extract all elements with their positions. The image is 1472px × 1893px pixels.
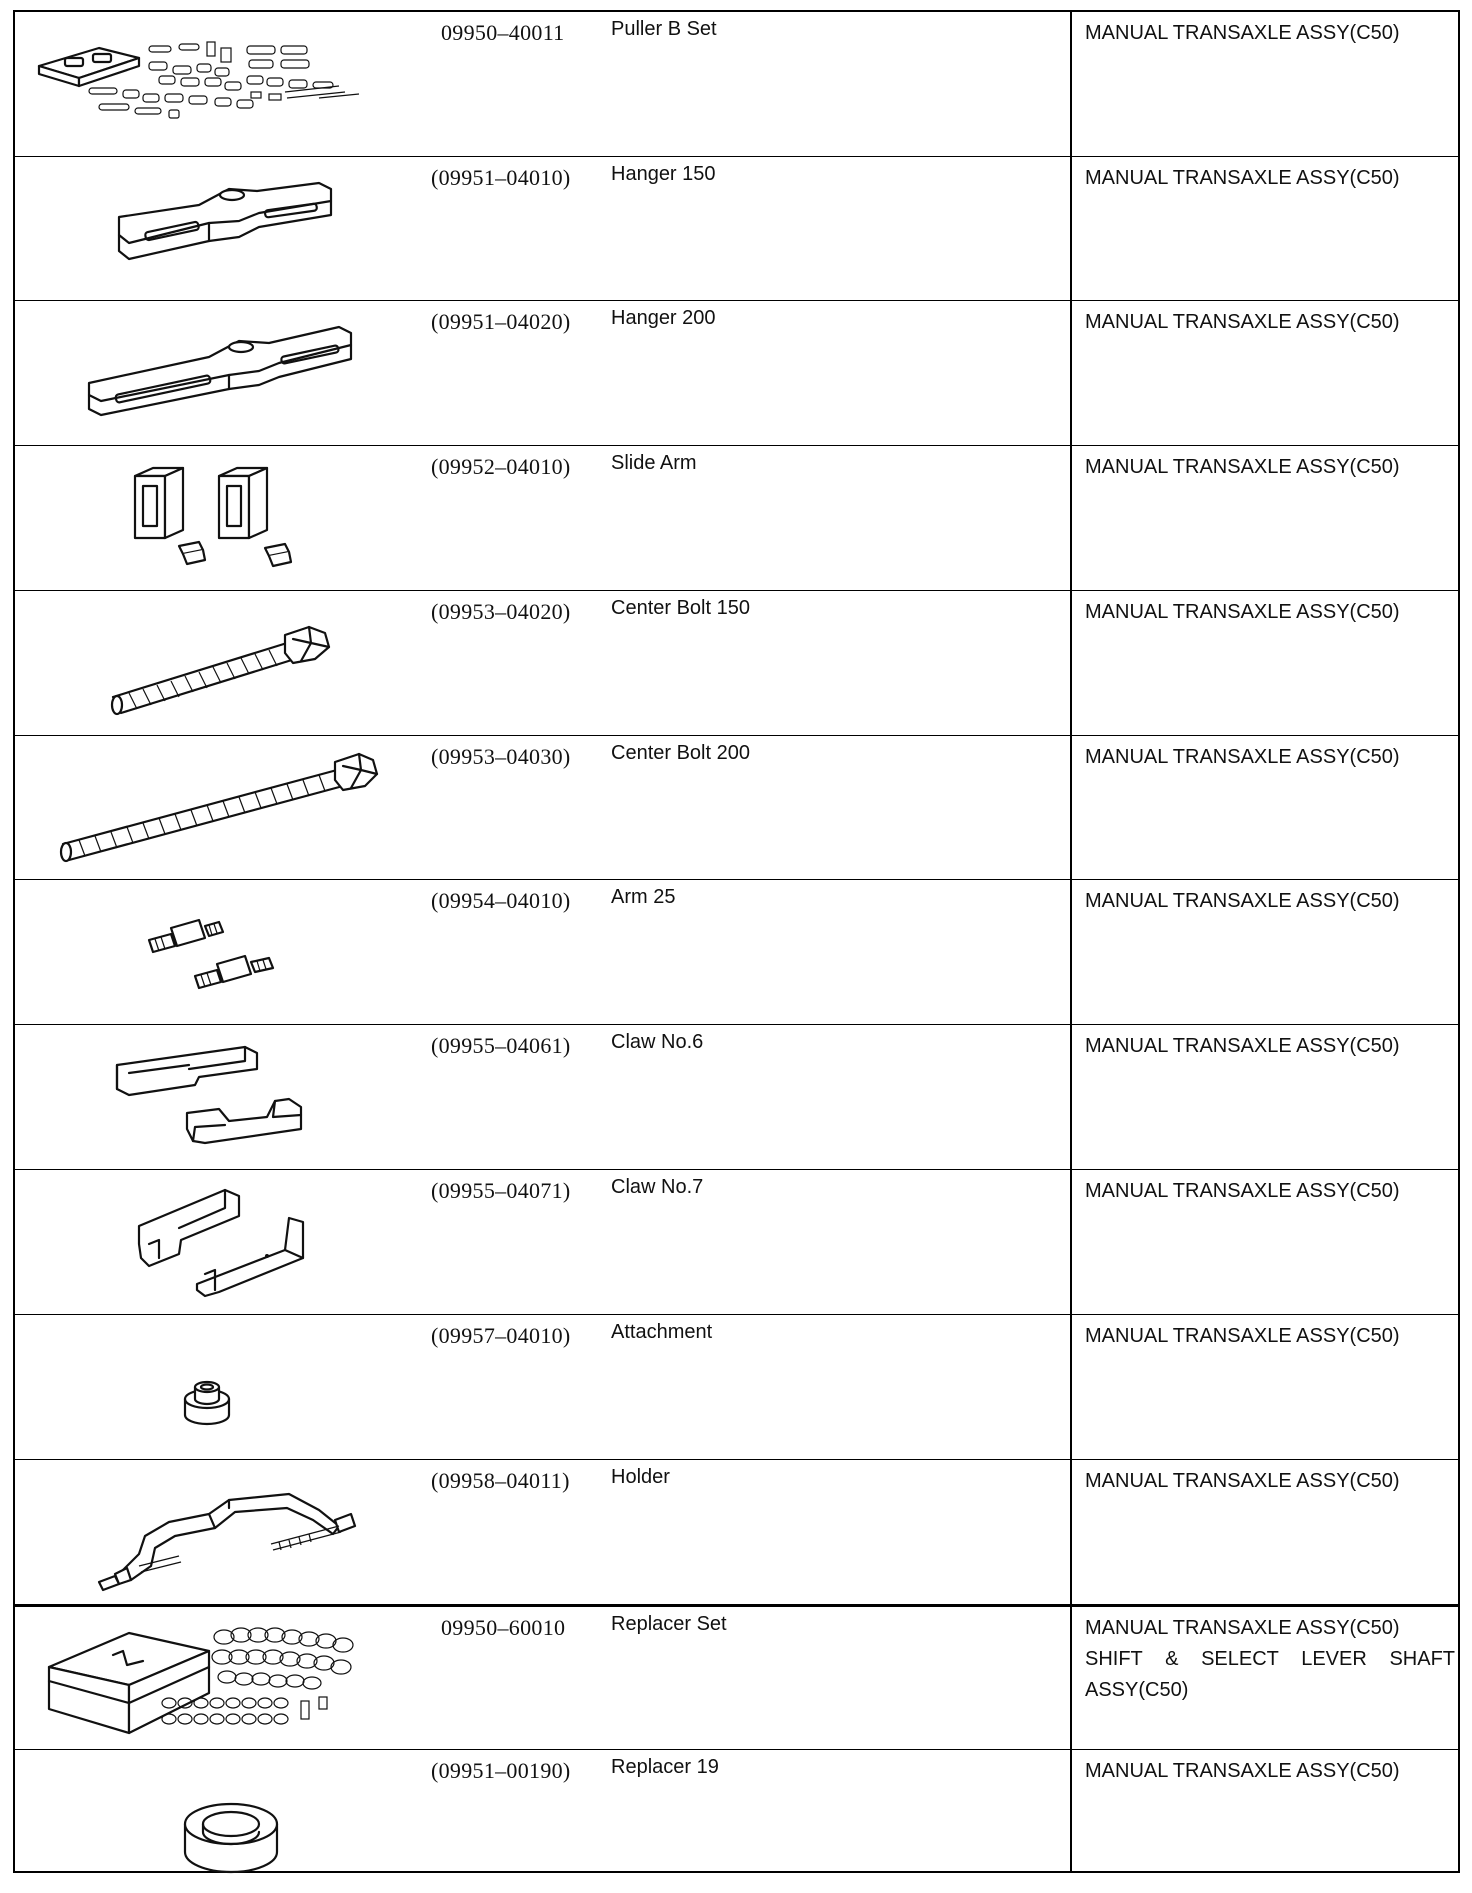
usage-cell	[1085, 307, 1455, 338]
usage-cell	[1085, 1031, 1455, 1062]
claw-icon	[19, 1029, 419, 1163]
special-tools-table	[13, 10, 1460, 1873]
usage-line: MANUAL TRANSAXLE ASSY(C50)	[1085, 1180, 1400, 1202]
hanger-icon	[19, 161, 419, 295]
arm-icon	[19, 884, 419, 1018]
usage-cell	[1085, 1176, 1455, 1207]
slide-arm-icon	[19, 450, 419, 584]
usage-cell	[1085, 163, 1455, 194]
part-number: (09953–04020)	[431, 599, 571, 624]
replacer-ring-icon	[19, 1754, 419, 1888]
usage-line: MANUAL TRANSAXLE ASSY(C50)	[1085, 1617, 1400, 1639]
usage-cell	[1085, 597, 1455, 628]
table-row	[15, 1460, 1458, 1605]
part-number: (09958–04011)	[431, 1468, 570, 1493]
usage-cell	[1085, 886, 1455, 917]
table-row	[15, 446, 1458, 591]
tool-name: Center Bolt 150	[611, 597, 750, 619]
usage-line: MANUAL TRANSAXLE ASSY(C50)	[1085, 456, 1400, 478]
usage-line: MANUAL TRANSAXLE ASSY(C50)	[1085, 890, 1400, 912]
table-row	[15, 157, 1458, 301]
tool-name: Center Bolt 200	[611, 742, 750, 764]
holder-icon	[19, 1464, 419, 1598]
tool-name: Arm 25	[611, 886, 676, 908]
part-number: (09951–04020)	[431, 309, 571, 334]
part-number: (09957–04010)	[431, 1323, 571, 1348]
puller-set-icon	[19, 16, 419, 150]
tool-name: Replacer Set	[611, 1613, 727, 1635]
table-row	[15, 880, 1458, 1025]
tool-name: Puller B Set	[611, 18, 717, 40]
usage-cell	[1085, 742, 1455, 773]
usage-line: MANUAL TRANSAXLE ASSY(C50)	[1085, 167, 1400, 189]
claw-alt-icon	[19, 1174, 419, 1308]
usage-cell	[1085, 1466, 1455, 1497]
table-row	[15, 736, 1458, 880]
table-row	[15, 12, 1458, 157]
usage-line: MANUAL TRANSAXLE ASSY(C50)	[1085, 601, 1400, 623]
part-number: (09953–04030)	[431, 744, 571, 769]
usage-cell	[1085, 1613, 1455, 1706]
replacer-set-icon	[19, 1611, 419, 1745]
table-row	[15, 1315, 1458, 1460]
center-bolt-long-icon	[19, 740, 419, 874]
usage-line: MANUAL TRANSAXLE ASSY(C50)	[1085, 311, 1400, 333]
part-number: (09951–00190)	[431, 1758, 571, 1783]
tool-name: Hanger 200	[611, 307, 716, 329]
tool-name: Claw No.6	[611, 1031, 704, 1053]
usage-cell	[1085, 18, 1455, 49]
table-row	[15, 301, 1458, 446]
part-number: (09954–04010)	[431, 888, 571, 913]
hanger-long-icon	[19, 305, 419, 439]
attachment-icon	[19, 1319, 419, 1453]
tool-name: Attachment	[611, 1321, 713, 1343]
center-bolt-icon	[19, 595, 419, 729]
tool-name: Holder	[611, 1466, 670, 1488]
table-row	[15, 1750, 1458, 1871]
part-number: (09955–04061)	[431, 1033, 571, 1058]
usage-cell	[1085, 1756, 1455, 1787]
tool-name: Claw No.7	[611, 1176, 704, 1198]
usage-line: MANUAL TRANSAXLE ASSY(C50)	[1085, 1325, 1400, 1347]
usage-line: MANUAL TRANSAXLE ASSY(C50)	[1085, 746, 1400, 768]
usage-line: SHIFT & SELECT LEVER SHAFT	[1085, 1648, 1455, 1670]
part-number: 09950–60010	[441, 1615, 566, 1640]
part-number: (09951–04010)	[431, 165, 571, 190]
table-row	[15, 1170, 1458, 1315]
table-row	[15, 1605, 1458, 1750]
column-divider	[1070, 12, 1072, 1871]
tool-name: Hanger 150	[611, 163, 716, 185]
tool-name: Slide Arm	[611, 452, 697, 474]
table-row	[15, 1025, 1458, 1170]
usage-line: MANUAL TRANSAXLE ASSY(C50)	[1085, 1035, 1400, 1057]
tool-name: Replacer 19	[611, 1756, 719, 1778]
usage-line: MANUAL TRANSAXLE ASSY(C50)	[1085, 1470, 1400, 1492]
part-number: 09950–40011	[441, 20, 565, 45]
usage-line: MANUAL TRANSAXLE ASSY(C50)	[1085, 22, 1400, 44]
usage-cell	[1085, 452, 1455, 483]
part-number: (09955–04071)	[431, 1178, 571, 1203]
part-number: (09952–04010)	[431, 454, 571, 479]
table-row	[15, 591, 1458, 736]
usage-line: MANUAL TRANSAXLE ASSY(C50)	[1085, 1760, 1400, 1782]
usage-line: ASSY(C50)	[1085, 1679, 1189, 1701]
usage-cell	[1085, 1321, 1455, 1352]
